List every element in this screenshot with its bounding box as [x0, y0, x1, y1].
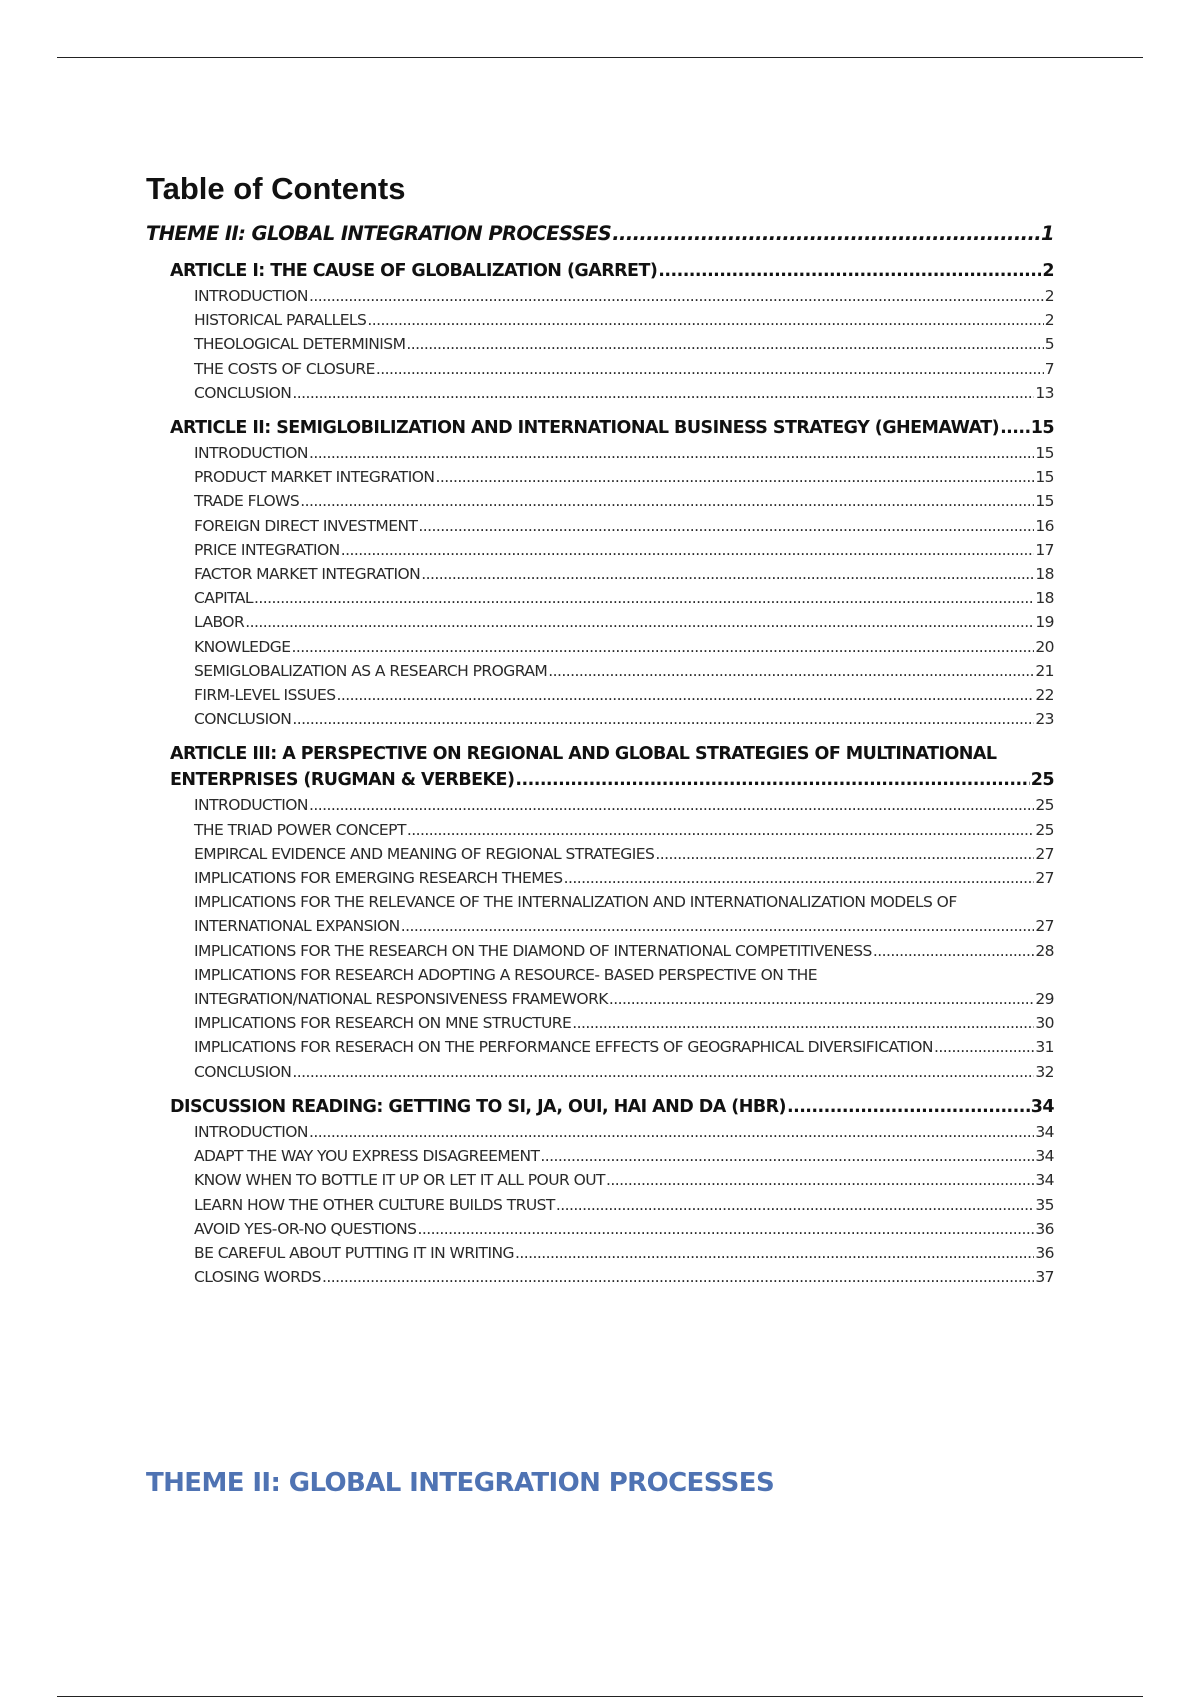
- toc-section-page: 27: [1035, 869, 1054, 888]
- toc-article: [146, 741, 1054, 1083]
- toc-section-page: 2: [1044, 287, 1054, 305]
- toc-leader-dots: [300, 489, 1034, 513]
- toc-section-row: [194, 1168, 1054, 1192]
- toc-section-row: [194, 489, 1054, 513]
- toc-section-label: CONCLUSION: [194, 1062, 292, 1081]
- toc-section-label: KNOWLEDGE: [194, 637, 291, 656]
- toc-article-page: 15: [1030, 418, 1054, 439]
- toc-section-page: 15: [1035, 468, 1054, 487]
- toc-leader-dots: [322, 1265, 1034, 1289]
- toc-leader-dots: [873, 939, 1035, 963]
- toc-section-row: [194, 1060, 1054, 1084]
- toc-section-label: IMPLICATIONS FOR THE RESEARCH ON THE DIAMOND OF INTERNATIONAL COMPETITIVENESS: [194, 941, 872, 960]
- toc-section-row: [194, 1144, 1054, 1168]
- toc-section-entry[interactable]: [194, 890, 1054, 938]
- toc-section-list: [194, 284, 1054, 405]
- toc-section-row: [194, 683, 1054, 707]
- toc-leader-dots: [309, 441, 1034, 465]
- toc-section-list: [194, 1120, 1054, 1289]
- toc-section-entry[interactable]: [194, 381, 1054, 405]
- toc-section-page: 17: [1035, 540, 1054, 559]
- toc-section-entry[interactable]: [194, 586, 1054, 610]
- toc-section-row: [194, 332, 1054, 356]
- toc-section-row: [194, 357, 1054, 381]
- toc-section-page: 25: [1035, 796, 1054, 815]
- toc-section-label: INTRODUCTION: [194, 287, 308, 305]
- toc-section-row: [194, 1035, 1054, 1059]
- toc-leader-dots: [341, 538, 1035, 562]
- toc-section-entry[interactable]: [194, 465, 1054, 489]
- toc-section-entry[interactable]: [194, 866, 1054, 890]
- toc-article-label: ARTICLE II: SEMIGLOBILIZATION AND INTERNATIONAL BUSINESS STRATEGY (GHEMAWAT): [170, 418, 1000, 439]
- toc-leader-dots: [292, 381, 1034, 405]
- toc-leader-dots: [309, 1120, 1034, 1144]
- toc-section-entry[interactable]: [194, 610, 1054, 634]
- toc-section-label: INTRODUCTION: [194, 1122, 308, 1141]
- toc-leader-dots: [612, 220, 1040, 248]
- toc-section-entry[interactable]: [194, 1265, 1054, 1289]
- toc-leader-dots: [515, 767, 1029, 793]
- footer-rule: [57, 1696, 1143, 1697]
- toc-article-label: DISCUSSION READING: GETTING TO SI, JA, OUI, HAI AND DA (HBR): [170, 1096, 787, 1117]
- toc-section-label: CONCLUSION: [194, 710, 292, 729]
- toc-section-row: [194, 441, 1054, 465]
- toc-article-label: ARTICLE I: THE CAUSE OF GLOBALIZATION (GARRET): [170, 261, 658, 281]
- toc-section-page: 21: [1035, 661, 1054, 680]
- toc-section-entry[interactable]: [194, 818, 1054, 842]
- toc-section-page: 27: [1035, 917, 1054, 936]
- toc-leader-dots: [292, 635, 1035, 659]
- toc-section-label: LABOR: [194, 613, 245, 632]
- toc-section-entry[interactable]: [194, 635, 1054, 659]
- toc-article-heading[interactable]: [170, 741, 1054, 793]
- toc-section-page: 30: [1035, 1014, 1054, 1033]
- toc-section-label: SEMIGLOBALIZATION AS A RESEARCH PROGRAM: [194, 661, 548, 680]
- toc-section-entry[interactable]: [194, 538, 1054, 562]
- toc-article: [146, 258, 1054, 405]
- toc-leader-dots: [515, 1241, 1034, 1265]
- toc-section-label: INTRODUCTION: [194, 444, 308, 463]
- toc-leader-dots: [292, 707, 1034, 731]
- toc-leader-dots: [787, 1094, 1030, 1120]
- toc-article-row: [170, 1094, 1054, 1120]
- toc-section-label: BE CAREFUL ABOUT PUTTING IT IN WRITING: [194, 1243, 515, 1262]
- toc-leader-dots: [406, 332, 1043, 356]
- toc-section-row: [194, 381, 1054, 405]
- toc-leader-dots: [655, 842, 1034, 866]
- toc-section-label: EMPIRCAL EVIDENCE AND MEANING OF REGIONAL STRATEGIES: [194, 844, 655, 863]
- toc-section-entry[interactable]: [194, 1035, 1054, 1059]
- toc-title: Table of Contents: [146, 171, 406, 206]
- toc-theme-page: 1: [1041, 222, 1054, 245]
- toc-leader-dots: [407, 818, 1034, 842]
- toc-section-page: 13: [1035, 383, 1054, 402]
- toc-section-label: PRICE INTEGRATION: [194, 540, 340, 559]
- toc-section-label: CAPITAL: [194, 589, 253, 608]
- toc-section-entry[interactable]: [194, 308, 1054, 332]
- toc-section-entry[interactable]: [194, 1193, 1054, 1217]
- toc-section-page: 32: [1035, 1062, 1054, 1081]
- toc-section-label: IMPLICATIONS FOR RESERACH ON THE PERFORMANCE EFFECTS OF GEOGRAPHICAL DIVERSIFICATION: [194, 1038, 933, 1057]
- toc-section-row: [194, 866, 1054, 890]
- toc-section-entry[interactable]: [194, 1011, 1054, 1035]
- toc-section-label: ADAPT THE WAY YOU EXPRESS DISAGREEMENT: [194, 1147, 540, 1166]
- toc-leader-dots: [606, 1168, 1034, 1192]
- toc-leader-dots: [367, 308, 1043, 332]
- toc-section-page: 15: [1035, 444, 1054, 463]
- toc-section-label: FIRM-LEVEL ISSUES: [194, 686, 336, 705]
- toc-section-label: AVOID YES-OR-NO QUESTIONS: [194, 1219, 417, 1238]
- toc-leader-dots: [421, 562, 1034, 586]
- toc-section-entry[interactable]: [194, 1217, 1054, 1241]
- toc-section-page: 34: [1035, 1122, 1054, 1141]
- toc-section-row: [194, 818, 1054, 842]
- toc-leader-dots: [609, 987, 1034, 1011]
- toc-leader-dots: [417, 1217, 1034, 1241]
- table-of-contents: [146, 170, 1054, 1299]
- toc-section-label: THEOLOGICAL DETERMINISM: [194, 335, 406, 354]
- toc-section-entry[interactable]: [194, 441, 1054, 465]
- toc-section-page: 25: [1035, 820, 1054, 839]
- toc-article-page: 34: [1030, 1096, 1054, 1117]
- toc-section-page: 34: [1035, 1147, 1054, 1166]
- toc-section-row: [194, 1120, 1054, 1144]
- toc-leader-dots: [309, 793, 1034, 817]
- toc-leader-dots: [556, 1193, 1035, 1217]
- toc-section-entry[interactable]: [194, 489, 1054, 513]
- toc-section-row: [194, 1217, 1054, 1241]
- section-heading: THEME II: GLOBAL INTEGRATION PROCESSES: [146, 1468, 775, 1498]
- toc-section-row: [194, 562, 1054, 586]
- toc-section-entry[interactable]: [194, 1060, 1054, 1084]
- toc-section-row: [194, 610, 1054, 634]
- toc-section-page: 2: [1044, 311, 1054, 330]
- toc-section-page: 35: [1035, 1195, 1054, 1214]
- toc-leader-dots: [934, 1035, 1034, 1059]
- toc-section-row: [194, 707, 1054, 731]
- toc-section-row: [194, 793, 1054, 817]
- toc-theme-entry[interactable]: [146, 220, 1054, 248]
- toc-leader-dots: [254, 586, 1034, 610]
- toc-leader-dots: [418, 514, 1034, 538]
- toc-section-page: 29: [1035, 990, 1054, 1009]
- toc-section-entry[interactable]: [194, 562, 1054, 586]
- toc-section-row: [194, 659, 1054, 683]
- toc-section-label: FOREIGN DIRECT INVESTMENT: [194, 516, 418, 535]
- toc-section-label: HISTORICAL PARALLELS: [194, 311, 367, 330]
- toc-section-label: IMPLICATIONS FOR EMERGING RESEARCH THEMES: [194, 869, 563, 888]
- toc-article-page: 25: [1030, 770, 1054, 791]
- toc-section-entry[interactable]: [194, 514, 1054, 538]
- toc-section-entry[interactable]: [194, 963, 1054, 1011]
- toc-leader-dots: [658, 258, 1041, 284]
- toc-section-row: [194, 987, 1054, 1011]
- toc-section-page: 20: [1035, 637, 1054, 656]
- toc-section-page: 36: [1035, 1243, 1054, 1262]
- toc-section-label: INTEGRATION/NATIONAL RESPONSIVENESS FRAMEWORK: [194, 990, 608, 1009]
- toc-article: [146, 1094, 1054, 1289]
- toc-section-label-line1: IMPLICATIONS FOR THE RELEVANCE OF THE INTERNALIZATION AND INTERNATIONALIZATION MODELS OF: [194, 893, 957, 912]
- toc-section-page: 18: [1035, 589, 1054, 608]
- toc-section-page: 36: [1035, 1219, 1054, 1238]
- toc-section-entry[interactable]: [194, 1168, 1054, 1192]
- toc-article-heading[interactable]: [170, 1094, 1054, 1120]
- toc-leader-dots: [309, 284, 1044, 308]
- toc-section-entry[interactable]: [194, 284, 1054, 308]
- toc-section-label: CONCLUSION: [194, 383, 292, 402]
- toc-article-row: [170, 415, 1054, 441]
- toc-section-label: IMPLICATIONS FOR RESEARCH ON MNE STRUCTURE: [194, 1014, 572, 1033]
- toc-article-row: [170, 767, 1054, 793]
- toc-article-page: 2: [1042, 261, 1054, 281]
- toc-article-label-line1: ARTICLE III: A PERSPECTIVE ON REGIONAL AND GLOBAL STRATEGIES OF MULTINATIONAL: [170, 744, 997, 765]
- toc-article-label: ENTERPRISES (RUGMAN & VERBEKE): [170, 770, 515, 791]
- toc-section-page: 19: [1035, 613, 1054, 632]
- toc-section-row: [194, 284, 1054, 308]
- toc-section-page: 34: [1035, 1171, 1054, 1190]
- toc-section-page: 7: [1044, 359, 1054, 378]
- toc-section-page: 37: [1035, 1268, 1054, 1287]
- toc-section-row: [194, 586, 1054, 610]
- toc-section-label: INTERNATIONAL EXPANSION: [194, 917, 400, 936]
- toc-section-label: TRADE FLOWS: [194, 492, 300, 511]
- toc-section-label: CLOSING WORDS: [194, 1268, 321, 1287]
- toc-articles: [146, 258, 1054, 1289]
- toc-section-page: 31: [1035, 1038, 1054, 1057]
- toc-leader-dots: [1000, 415, 1030, 441]
- toc-section-page: 15: [1035, 492, 1054, 511]
- toc-section-page: 27: [1035, 844, 1054, 863]
- toc-section-row: [194, 1265, 1054, 1289]
- toc-leader-dots: [376, 357, 1044, 381]
- toc-section-entry[interactable]: [194, 659, 1054, 683]
- toc-section-page: 28: [1035, 941, 1054, 960]
- toc-section-row: [194, 465, 1054, 489]
- toc-section-page: 22: [1035, 686, 1054, 705]
- toc-article: [146, 415, 1054, 731]
- toc-leader-dots: [540, 1144, 1034, 1168]
- toc-article-heading[interactable]: [170, 258, 1054, 284]
- toc-section-label: THE TRIAD POWER CONCEPT: [194, 820, 406, 839]
- toc-section-list: [194, 793, 1054, 1083]
- toc-section-entry[interactable]: [194, 793, 1054, 817]
- toc-section-label: KNOW WHEN TO BOTTLE IT UP OR LET IT ALL POUR OUT: [194, 1171, 605, 1190]
- toc-section-label-line1: IMPLICATIONS FOR RESEARCH ADOPTING A RESOURCE- BASED PERSPECTIVE ON THE: [194, 965, 818, 984]
- toc-leader-dots: [245, 610, 1034, 634]
- toc-section-page: 16: [1035, 516, 1054, 535]
- toc-section-entry[interactable]: [194, 1144, 1054, 1168]
- toc-section-row: [194, 538, 1054, 562]
- toc-section-entry[interactable]: [194, 1120, 1054, 1144]
- toc-section-page: 18: [1035, 565, 1054, 584]
- toc-section-entry[interactable]: [194, 842, 1054, 866]
- toc-section-page: 23: [1035, 710, 1054, 729]
- toc-theme-label: THEME II: GLOBAL INTEGRATION PROCESSES: [146, 222, 612, 245]
- toc-section-row: [194, 914, 1054, 938]
- toc-section-label: FACTOR MARKET INTEGRATION: [194, 565, 421, 584]
- toc-leader-dots: [401, 914, 1035, 938]
- toc-leader-dots: [435, 465, 1034, 489]
- toc-section-row: [194, 635, 1054, 659]
- toc-section-list: [194, 441, 1054, 731]
- toc-leader-dots: [572, 1011, 1034, 1035]
- toc-section-row: [194, 1241, 1054, 1265]
- toc-section-label: PRODUCT MARKET INTEGRATION: [194, 468, 435, 487]
- toc-section-row: [194, 1011, 1054, 1035]
- toc-section-row: [194, 1193, 1054, 1217]
- toc-section-entry[interactable]: [194, 707, 1054, 731]
- toc-section-row: [194, 939, 1054, 963]
- toc-section-row: [194, 514, 1054, 538]
- toc-leader-dots: [337, 683, 1035, 707]
- toc-section-label: INTRODUCTION: [194, 796, 308, 815]
- toc-section-entry[interactable]: [194, 1241, 1054, 1265]
- header-rule: [57, 57, 1143, 58]
- toc-section-label: THE COSTS OF CLOSURE: [194, 359, 375, 378]
- toc-leader-dots: [548, 659, 1034, 683]
- toc-section-entry[interactable]: [194, 332, 1054, 356]
- toc-section-entry[interactable]: [194, 683, 1054, 707]
- toc-leader-dots: [292, 1060, 1034, 1084]
- toc-leader-dots: [564, 866, 1035, 890]
- toc-article-heading[interactable]: [170, 415, 1054, 441]
- toc-section-label: LEARN HOW THE OTHER CULTURE BUILDS TRUST: [194, 1195, 555, 1214]
- toc-article-row: [170, 258, 1054, 284]
- toc-section-entry[interactable]: [194, 939, 1054, 963]
- toc-section-page: 5: [1044, 335, 1054, 354]
- toc-section-row: [194, 308, 1054, 332]
- toc-section-row: [194, 842, 1054, 866]
- toc-section-entry[interactable]: [194, 357, 1054, 381]
